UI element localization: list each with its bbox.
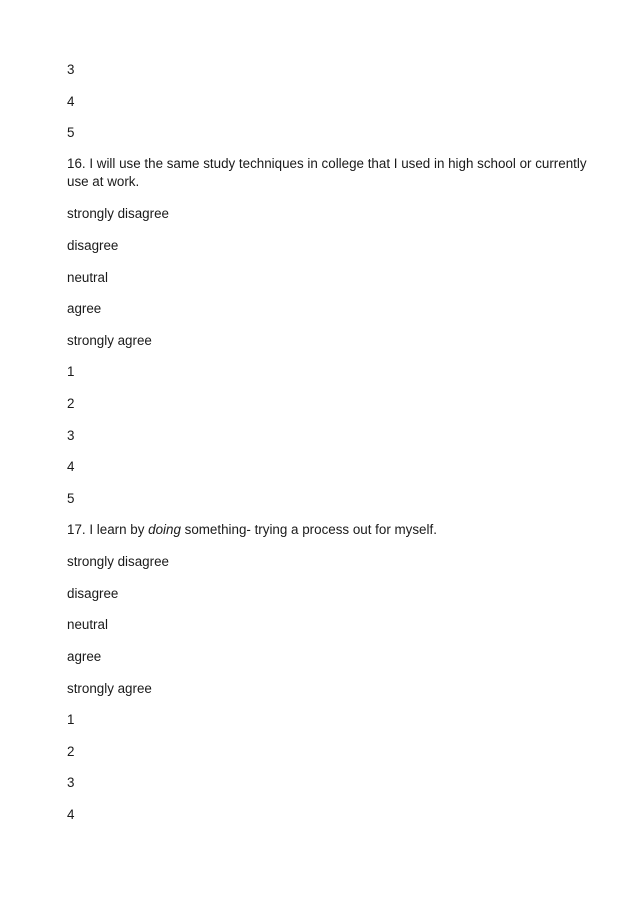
option-disagree: disagree [67,238,119,253]
question-17-prefix: 17. I learn by [67,522,149,537]
scale-number: 4 [67,807,75,822]
question-16-text: 16. I will use the same study techniques in college that I used in high school or currently use at work. [67,156,587,189]
scale-number: 4 [67,459,75,474]
scale-number: 5 [67,491,75,506]
option-neutral: neutral [67,617,108,632]
option-agree: agree [67,301,102,316]
scale-number: 5 [67,125,75,140]
scale-number: 3 [67,775,75,790]
option-agree: agree [67,649,102,664]
question-17-text [67,522,437,538]
option-strongly-agree: strongly agree [67,333,152,348]
option-strongly-disagree: strongly disagree [67,554,169,569]
scale-number: 4 [67,94,75,109]
scale-number: 3 [67,428,75,443]
question-17-emphasis: doing [148,522,181,537]
option-strongly-agree: strongly agree [67,681,152,696]
option-strongly-disagree: strongly disagree [67,206,169,221]
scale-number: 1 [67,364,75,379]
question-17-suffix: something- trying a process out for myself. [180,522,437,537]
scale-number: 2 [67,396,75,411]
scale-number: 3 [67,62,75,77]
scale-number: 1 [67,712,75,727]
option-neutral: neutral [67,270,108,285]
option-disagree: disagree [67,586,119,601]
scale-number: 2 [67,744,75,759]
